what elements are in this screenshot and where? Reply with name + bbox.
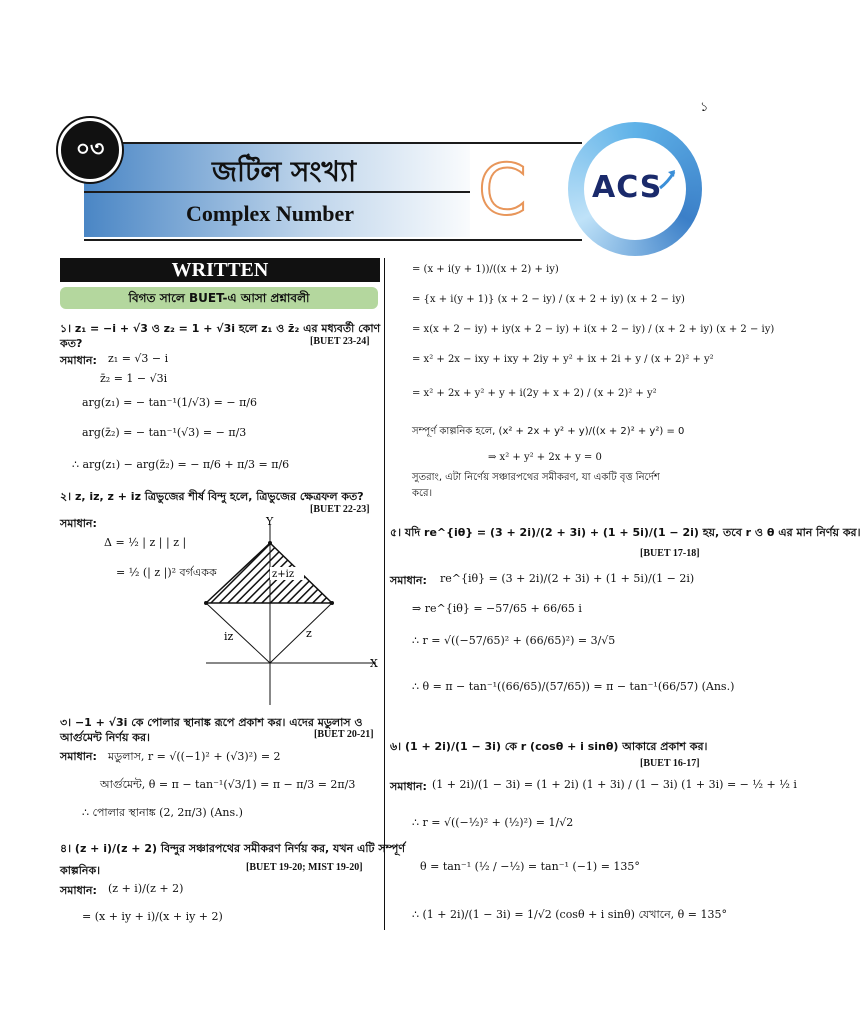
q5-line-4: ∴ θ = π − tan⁻¹((66/65)/(57/65)) = π − tan⁻¹(66/57) (Ans.): [412, 680, 735, 693]
q6-solution-label: সমাধান:: [390, 780, 427, 793]
q1-tag: [BUET 23-24]: [310, 336, 370, 347]
q6-tag: [BUET 16-17]: [640, 758, 700, 769]
q1-line-5: ∴ arg(z₁) − arg(z̄₂) = − π/6 + π/3 = π/6: [72, 458, 290, 471]
ziz-label: z+iz: [272, 569, 295, 580]
r-line-1: = (x + i(y + 1))/((x + 2) + iy): [412, 264, 559, 275]
chapter-title-bn: জটিল সংখ্যা: [212, 155, 357, 188]
q3-line-3: ∴ পোলার স্থানাঙ্ক (2, 2π/3) (Ans.): [82, 806, 243, 819]
q3-text-cont: আর্গুমেন্ট নির্ণয় কর।: [60, 731, 150, 744]
q6-line-1: (1 + 2i)/(1 − 3i) = (1 + 2i) (1 + 3i) / (1 − 3i) (1 + 3i) = − ½ + ½ i: [432, 778, 797, 791]
q1-text: ১। z₁ = −i + √3 ও z₂ = 1 + √3i হলে z₁ ও z̄₂ এর মধ্যবর্তী কোণ: [60, 322, 381, 335]
section-subheading: বিগত সালে BUET-এ আসা প্রশ্নাবলী: [60, 287, 378, 309]
q1-line-3: arg(z₁) = − tan⁻¹(1/√3) = − π/6: [82, 396, 258, 409]
q2-line-1: Δ = ½ | z | | z |: [104, 536, 187, 549]
q3-line-2: আর্গুমেন্ট, θ = π − tan⁻¹(√3/1) = π − π/3 = 2π/3: [100, 778, 356, 791]
z-vector: [270, 603, 332, 663]
q2-tag: [BUET 22-23]: [310, 504, 370, 515]
chapter-number-badge: ০৩: [58, 118, 122, 182]
q3-line-1: মডুলাস, r = √((−1)² + (√3)²) = 2: [108, 750, 281, 763]
q6-line-2: ∴ r = √((−½)² + (½)²) = 1/√2: [412, 816, 574, 829]
q3-solution-label: সমাধান:: [60, 750, 97, 763]
q3-tag: [BUET 20-21]: [314, 729, 374, 740]
z-label: z: [306, 627, 312, 640]
section-label: WRITTEN: [60, 258, 380, 282]
q4-text-cont: কাল্পনিক।: [60, 864, 101, 877]
r-line-9: করে।: [412, 488, 433, 499]
iz-label: iz: [224, 630, 234, 643]
r-line-2: = {x + i(y + 1)} (x + 2 − iy) / (x + 2 + iy) (x + 2 − iy): [412, 294, 685, 305]
triangle-figure: [196, 515, 386, 710]
q5-line-3: ∴ r = √((−57/65)² + (66/65)²) = 3/√5: [412, 634, 616, 647]
q1-solution-label: সমাধান:: [60, 354, 97, 367]
q2-text: ২। z, iz, z + iz ত্রিভুজের শীর্ষ বিন্দু হলে, ত্রিভুজের ক্ষেত্রফল কত?: [60, 490, 364, 503]
q1-line-1: z₁ = √3 − i: [108, 352, 169, 365]
q4-tag: [BUET 19-20; MIST 19-20]: [246, 862, 363, 873]
r-line-7: ⇒ x² + y² + 2x + y = 0: [488, 452, 602, 463]
hatched-triangle: [206, 543, 332, 603]
r-line-4: = x² + 2x − ixy + ixy + 2iy + y² + ix + 2i + y / (x + 2)² + y²: [412, 354, 714, 365]
r-line-3: = x(x + 2 − iy) + iy(x + 2 − iy) + i(x + 2 − iy) / (x + 2 + iy) (x + 2 − iy): [412, 324, 775, 335]
q5-tag: [BUET 17-18]: [640, 548, 700, 559]
x-axis-label: X: [370, 657, 378, 670]
q1-line-4: arg(z̄₂) = − tan⁻¹(√3) = − π/3: [82, 426, 247, 439]
q3-text: ৩। −1 + √3i কে পোলার স্থানাঙ্ক রূপে প্রকাশ কর। এদের মডুলাস ও: [60, 716, 363, 729]
chapter-title-en: Complex Number: [186, 201, 355, 226]
q2-solution-label: সমাধান:: [60, 517, 97, 530]
q4-line-2: = (x + iy + i)/(x + iy + 2): [82, 910, 223, 923]
q1-line-2: z̄₂ = 1 − √3i: [100, 372, 168, 385]
r-line-6: সম্পূর্ণ কাল্পনিক হলে, (x² + 2x + y² + y)/((x + 2)² + y²) = 0: [412, 426, 685, 437]
iz-vector: [206, 603, 270, 663]
q4-solution-label: সমাধান:: [60, 884, 97, 897]
q4-line-1: (z + i)/(z + 2): [108, 882, 184, 895]
q4-text: ৪। (z + i)/(z + 2) বিন্দুর সঞ্চারপথের সমীকরণ নির্ণয় কর, যখন এটি সম্পূর্ণ: [60, 842, 405, 855]
r-line-5: = x² + 2x + y² + y + i(2y + x + 2) / (x + 2)² + y²: [412, 388, 657, 399]
q1-text-cont: কত?: [60, 337, 83, 350]
q6-line-4: ∴ (1 + 2i)/(1 − 3i) = 1/√2 (cosθ + i sinθ) যেখানে, θ = 135°: [412, 908, 727, 921]
acs-logo: ACS: [592, 170, 663, 205]
q5-text: ৫। যদি re^{iθ} = (3 + 2i)/(2 + 3i) + (1 + 5i)/(1 − 2i) হয়, তবে r ও θ এর মান নির্ণয় কর।: [390, 526, 861, 539]
q5-line-2: ⇒ re^{iθ} = −57/65 + 66/65 i: [412, 602, 582, 615]
c-letter-logo: C: [478, 149, 527, 231]
q5-solution-label: সমাধান:: [390, 574, 427, 587]
q2-line-2: = ½ (| z |)² বর্গএকক: [116, 566, 217, 579]
q6-line-3: θ = tan⁻¹ (½ / −½) = tan⁻¹ (−1) = 135°: [420, 860, 640, 873]
logo-arrow-icon: [658, 168, 678, 190]
q5-line-1: re^{iθ} = (3 + 2i)/(2 + 3i) + (1 + 5i)/(1 − 2i): [440, 572, 695, 585]
y-axis-label: Y: [266, 515, 274, 528]
q6-text: ৬। (1 + 2i)/(1 − 3i) কে r (cosθ + i sinθ) আকারে প্রকাশ কর।: [390, 740, 708, 753]
r-line-8: সুতরাং, এটা নির্ণেয় সঞ্চারপথের সমীকরণ, যা একটি বৃত্ত নির্দেশ: [412, 472, 660, 483]
page-number: ১: [700, 100, 709, 115]
